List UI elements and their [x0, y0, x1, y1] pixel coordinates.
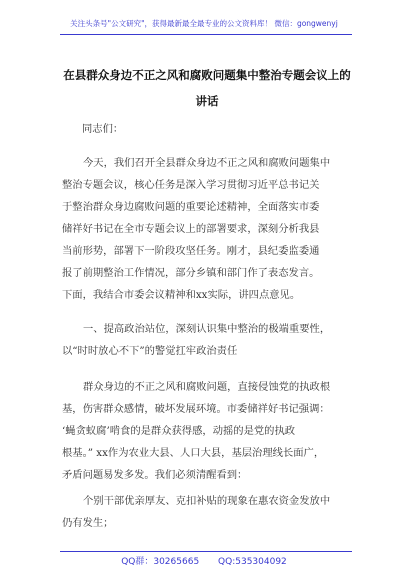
- footer-contact: [0, 554, 408, 567]
- title-line-2: 讲话: [195, 94, 219, 108]
- paragraph-line: 基，伤害群众感情，破坏发展环境。市委储祥好书记强调：: [62, 403, 330, 415]
- paragraph-line: 当前形势，部署下一阶段攻坚任务。刚才，县纪委监委通: [62, 245, 320, 257]
- paragraph-line: 于整治群众身边腐败问题的重要论述精神，全面落实市委: [62, 201, 320, 213]
- header-divider: [60, 34, 352, 35]
- paragraph-line: 群众身边的不正之风和腐败问题，直接侵蚀党的执政根: [83, 381, 331, 393]
- paragraph-line: ‘蝇贪蚁腐’啃食的是群众获得感，动摇的是党的执政: [62, 425, 296, 437]
- heading-line: 以“时时放心不下”的警觉扛牢政治责任: [62, 345, 238, 357]
- paragraph-line: 下面，我结合市委会议精神和xx实际，讲四点意见。: [62, 289, 301, 301]
- section-heading-1: [62, 318, 350, 362]
- title-line-1: 在县群众身边不正之风和腐败问题集中整治专题会议上的: [63, 68, 351, 82]
- qq-group-text: QQ群：30265665: [121, 557, 200, 567]
- salutation: 同志们：: [82, 123, 124, 135]
- paragraph-line: 报了前期整治工作情况，部分乡镇和部门作了表态发言。: [62, 267, 320, 279]
- heading-line: 一、提高政治站位，深刻认识集中整治的极端重要性，: [83, 323, 331, 335]
- paragraph-line: 矛盾问题易发多发。我们必须清醒看到：: [62, 469, 248, 481]
- paragraph-line: 个别干部优亲厚友、克扣补贴的现象在惠农资金发放中: [83, 495, 331, 507]
- paragraph-2: [62, 376, 350, 486]
- paragraph-line: 今天，我们召开全县群众身边不正之风和腐败问题集中: [83, 157, 331, 169]
- document-title: [58, 62, 356, 114]
- paragraph-line: 根基。” xx作为农业大县、人口大县，基层治理线长面广，: [62, 447, 325, 459]
- header-banner: 关注头条号"公文研究"，获得最新最全最专业的公文资料库！ 微信：gongwenyj: [70, 19, 338, 28]
- paragraph-line: 储祥好书记在全市专题会议上的部署要求，深刻分析我县: [62, 223, 320, 235]
- paragraph-line: 仍有发生；: [62, 517, 114, 529]
- paragraph-3: [62, 490, 350, 534]
- paragraph-1: [62, 152, 350, 306]
- qq-text: QQ:535304092: [218, 557, 287, 567]
- footer-divider: [60, 551, 352, 552]
- paragraph-line: 整治专题会议，核心任务是深入学习贯彻习近平总书记关: [62, 179, 320, 191]
